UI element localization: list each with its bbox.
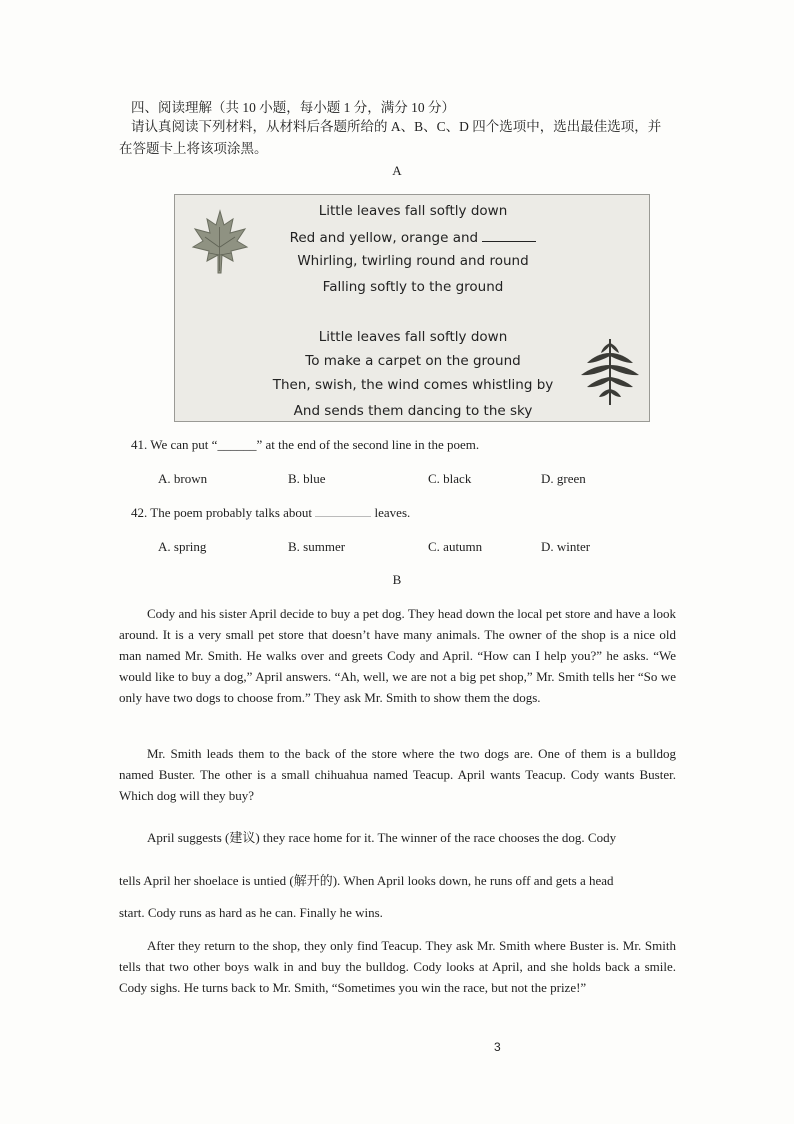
- question-41-option-d[interactable]: D. green: [541, 471, 586, 486]
- poem-line-6: To make a carpet on the ground: [305, 353, 521, 369]
- question-42-option-d[interactable]: D. winter: [541, 539, 591, 554]
- passage-b-label: B: [392, 572, 402, 587]
- question-41-option-c[interactable]: C. black: [428, 471, 472, 486]
- poem-answer-blank: [482, 229, 536, 242]
- poem-line-3: Whirling, twirling round and round: [297, 253, 529, 269]
- page-number: 3: [494, 1040, 501, 1054]
- passage-a-label: A: [392, 163, 402, 178]
- question-41: [131, 436, 479, 454]
- poem-line-5: Little leaves fall softly down: [318, 329, 508, 345]
- question-42-option-b[interactable]: B. summer: [288, 539, 346, 554]
- question-41-blank: ______: [217, 437, 257, 452]
- question-42: [131, 504, 410, 522]
- section-heading: 四、阅读理解（共 10 小题，每小题 1 分，满分 10 分）: [131, 100, 455, 115]
- passage-b-paragraph-3-line-2: tells April her shoelace is untied (解开的). When April looks down, he runs off and gets a head: [119, 873, 614, 888]
- poem-line-7: Then, swish, the wind comes whistling by: [272, 377, 554, 393]
- question-42-stem-end: leaves.: [374, 505, 411, 520]
- question-42-blank: [315, 504, 371, 517]
- question-41-stem-start: 41. We can put “: [131, 437, 218, 452]
- poem-card: [174, 194, 650, 422]
- poem-line-8: And sends them dancing to the sky: [293, 403, 533, 419]
- instruction-line-2: 在答题卡上将该项涂黑。: [119, 141, 268, 156]
- question-41-stem-end: ” at the end of the second line in the poem.: [256, 437, 480, 452]
- question-42-option-a[interactable]: A. spring: [158, 539, 207, 554]
- passage-b-paragraph-2: Mr. Smith leads them to the back of the store where the two dogs are. One of them is a bulldog named Buster. The other is a small chihuahua named Teacup. April wants Teacup. Cody wants Buster. Which dog will they buy?: [119, 746, 676, 803]
- passage-b-paragraph-3-line-3: start. Cody runs as hard as he can. Finally he wins.: [119, 905, 383, 920]
- passage-b-paragraph-1: Cody and his sister April decide to buy a pet dog. They head down the local pet store and have a look around. It is a very small pet store that doesn’t have many animals. The owner of the shop is a nice old man named Mr. Smith. He walks over and greets Cody and April. “How can I help you?” he asks. “We would like to buy a dog,” April answers. “Ah, well, we are not a big pet shop,” Mr. Smith tells her “So we only have two dogs to choose from.” They ask Mr. Smith to show them the dogs.: [119, 606, 676, 705]
- poem-line-2-text: Red and yellow, orange and: [289, 230, 479, 246]
- passage-b-paragraph-3-line-1: April suggests (建议) they race home for it. The winner of the race chooses the dog. Cody: [147, 830, 617, 845]
- passage-b-paragraph-4: After they return to the shop, they only find Teacup. They ask Mr. Smith where Buster is. Mr. Smith tells that two other boys walk in and buy the bulldog. Cody looks at April, and she holds back a smile. Cody sighs. He turns back to Mr. Smith, “Sometimes you win the race, but not the prize!”: [119, 938, 676, 995]
- question-42-stem-start: 42. The poem probably talks about: [131, 505, 313, 520]
- poem-line-2: [175, 229, 650, 246]
- question-42-option-c[interactable]: C. autumn: [428, 539, 483, 554]
- poem-line-1: Little leaves fall softly down: [318, 203, 508, 219]
- instruction-line-1: 请认真阅读下列材料，从材料后各题所给的 A、B、C、D 四个选项中，选出最佳选项，并: [131, 119, 662, 134]
- question-41-option-a[interactable]: A. brown: [158, 471, 208, 486]
- question-41-option-b[interactable]: B. blue: [288, 471, 326, 486]
- fern-leaf-icon: [575, 335, 645, 409]
- poem-line-4: Falling softly to the ground: [322, 279, 504, 295]
